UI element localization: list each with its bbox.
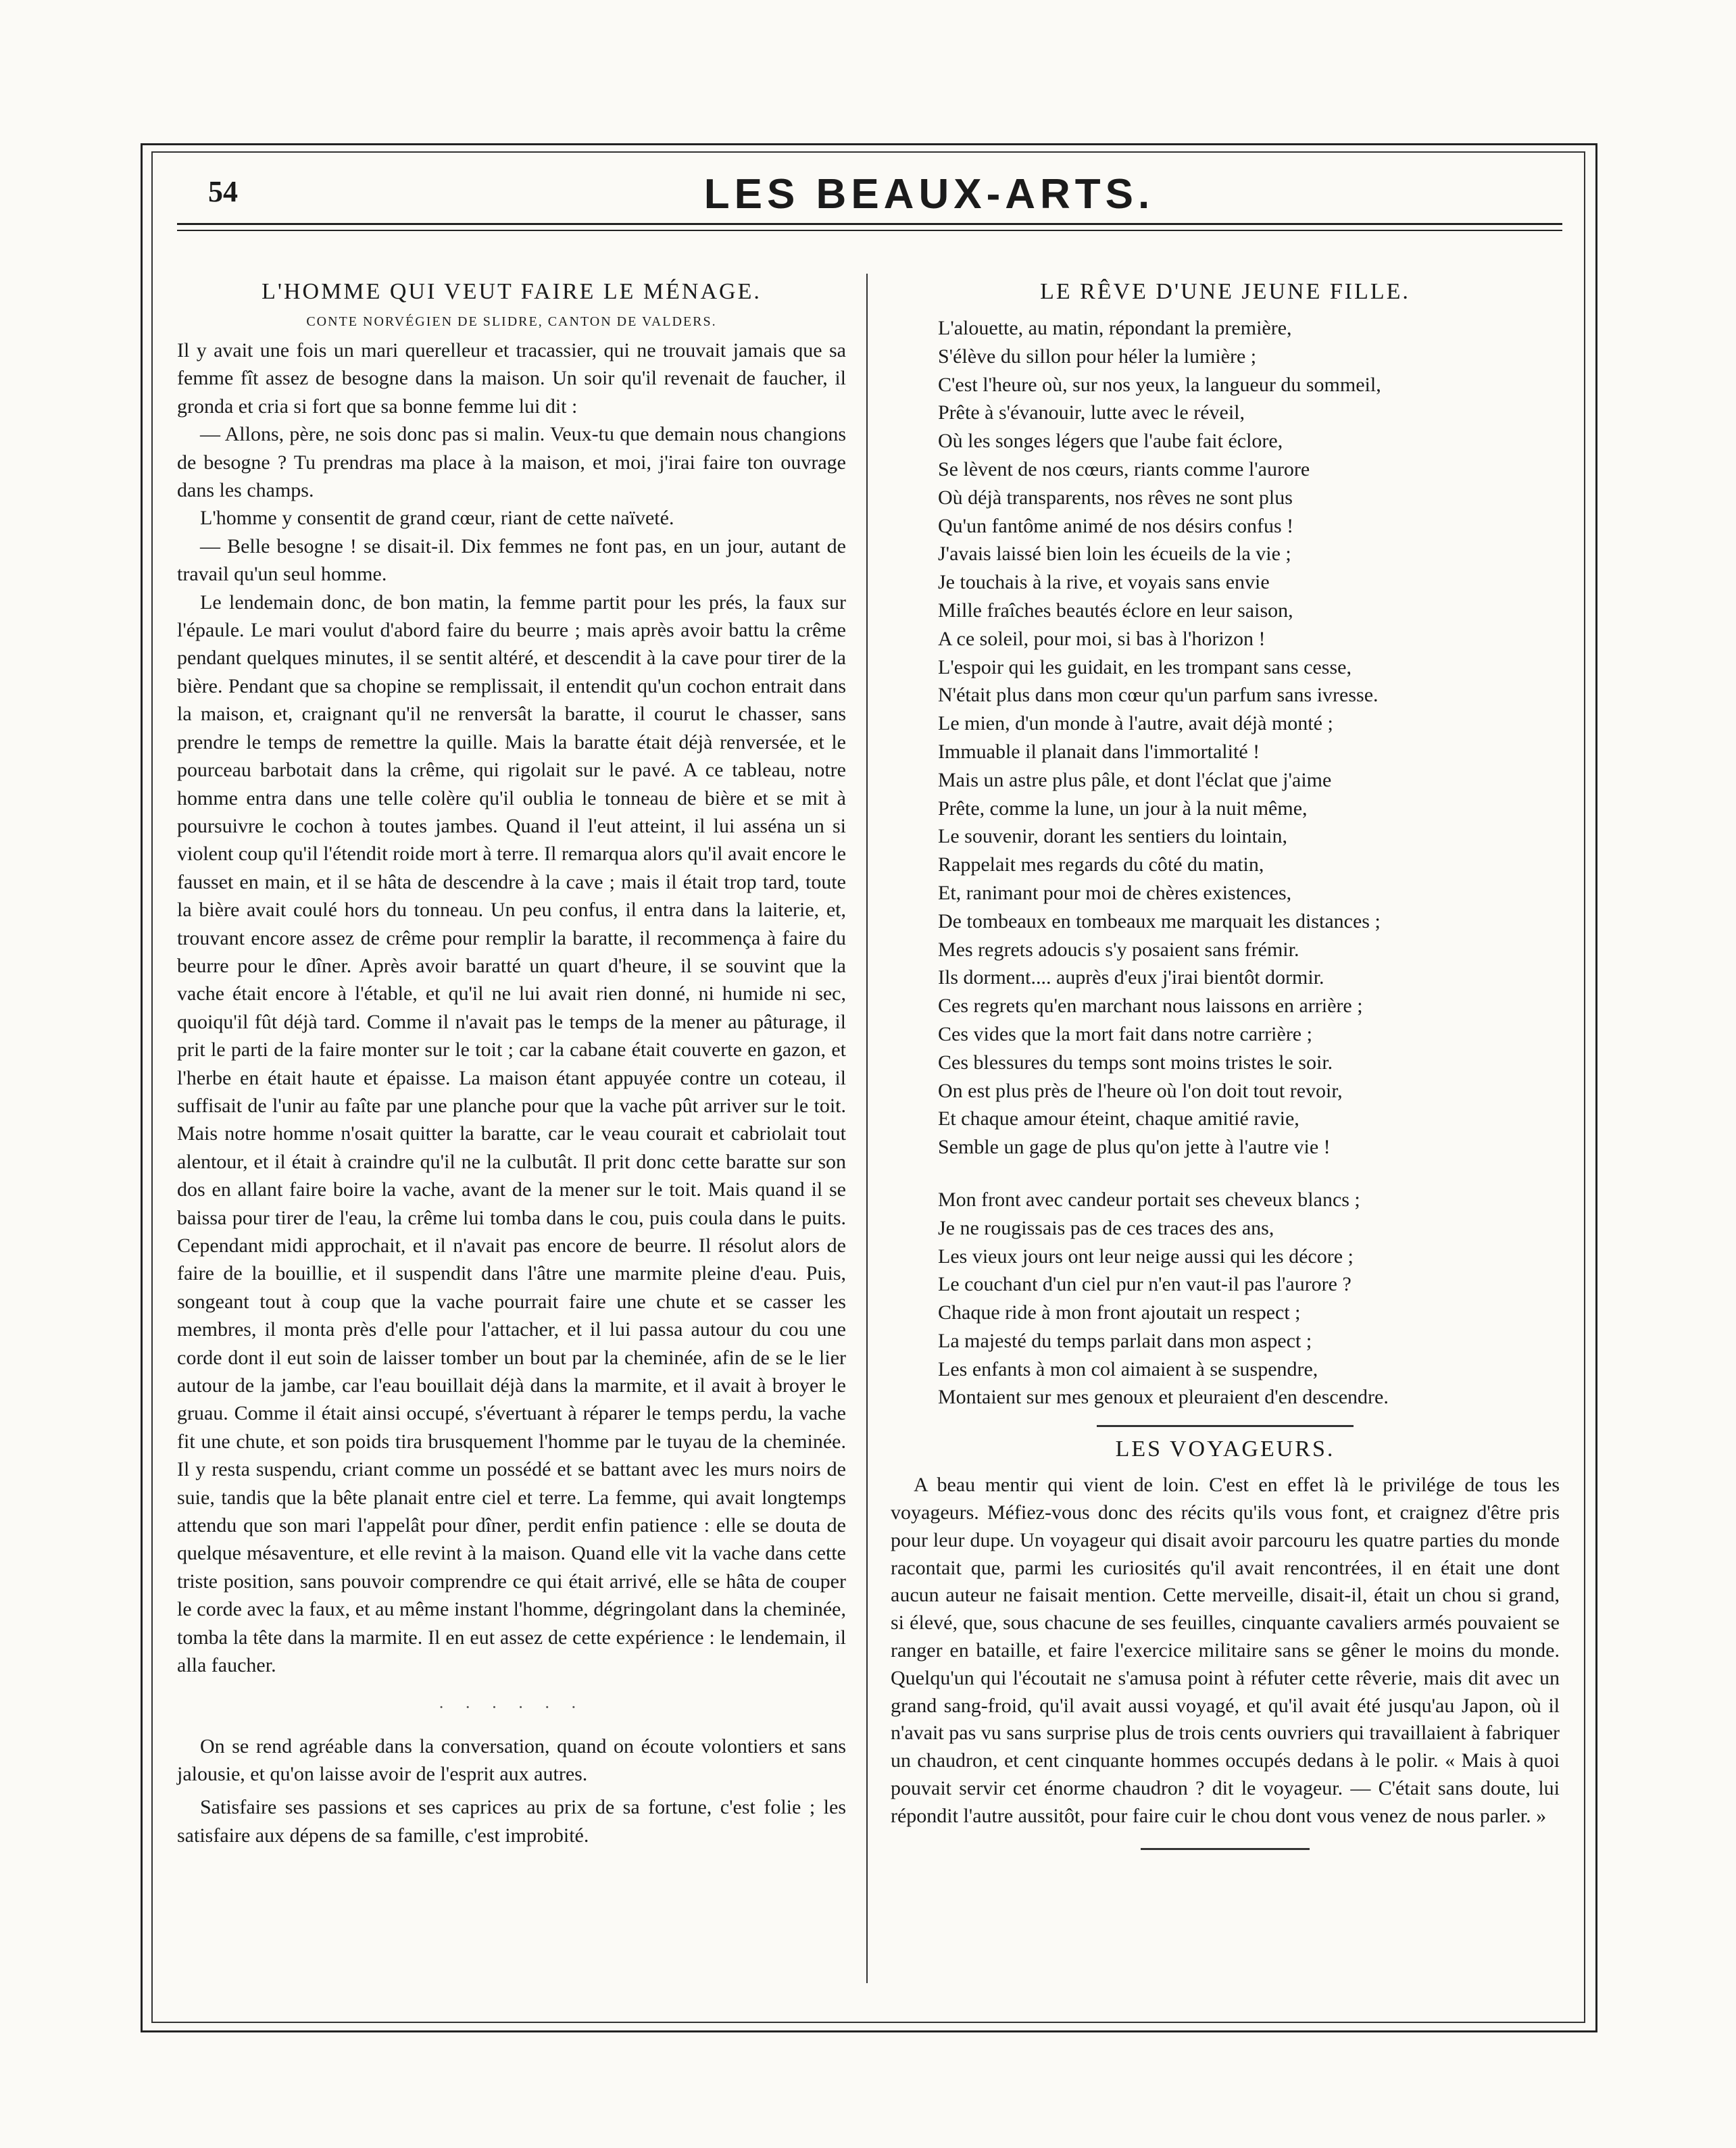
poem-verse: Prête à s'évanouir, lutte avec le réveil, xyxy=(938,401,1245,424)
poem-verse: Ces vides que la mort fait dans notre carrière ; xyxy=(938,1022,1312,1045)
poem-verse: L'alouette, au matin, répondant la première, xyxy=(938,317,1292,339)
poem-verse: Le mien, d'un monde à l'autre, avait déjà monté ; xyxy=(938,712,1333,735)
paragraph: Il y avait une fois un mari querelleur et tracassier, qui ne trouvait jamais que sa femme fît assez de besogne dans la maison. Un soir qu'il revenait de faucher, il gronda et cria si fort que sa bonne femme lui dit : xyxy=(177,339,846,418)
poem-verse: Mon front avec candeur portait ses cheveux blancs ; xyxy=(938,1188,1360,1211)
poem xyxy=(891,314,1560,1412)
poem-verse: De tombeaux en tombeaux me marquait les distances ; xyxy=(938,909,1381,932)
poem-verse: Les enfants à mon col aimaient à se suspendre, xyxy=(938,1357,1318,1380)
poem-verse: Je touchais à la rive, et voyais sans envie xyxy=(938,571,1270,594)
poem-verse: Je ne rougissais pas de ces traces des ans, xyxy=(938,1216,1274,1239)
poem-verse: J'avais laissé bien loin les écueils de la vie ; xyxy=(938,543,1291,566)
poem-verse: Montaient sur mes genoux et pleuraient d'en descendre. xyxy=(938,1386,1389,1409)
poem-verse: Qu'un fantôme animé de nos désirs confus ! xyxy=(938,514,1294,537)
poem-verse: Le couchant d'un ciel pur n'en vaut-il pas l'aurore ? xyxy=(938,1273,1351,1296)
poem-verse: A ce soleil, pour moi, si bas à l'horizon ! xyxy=(938,627,1266,650)
paragraph: L'homme y consentit de grand cœur, riant de cette naïveté. xyxy=(200,507,674,530)
right-column xyxy=(891,274,1560,1859)
poem-verse: Et, ranimant pour moi de chères existences, xyxy=(938,881,1292,904)
poem-verse: Où déjà transparents, nos rêves ne sont plus xyxy=(938,486,1293,509)
poem-verse: Les vieux jours ont leur neige aussi qui les décore ; xyxy=(938,1245,1354,1268)
poem-verse: Et chaque amour éteint, chaque amitié ravie, xyxy=(938,1107,1299,1130)
paragraph: — Allons, père, ne sois donc pas si malin. Veux-tu que demain nous changions de besogne ? Tu prendras ma place à la maison, et moi, j'irai faire ton ouvrage dans les champs. xyxy=(177,423,846,502)
poem-verse: S'élève du sillon pour héler la lumière ; xyxy=(938,345,1257,368)
poem-verse: Mais un astre plus pâle, et dont l'éclat que j'aime xyxy=(938,768,1332,791)
stanza-gap xyxy=(938,1162,1560,1186)
poem-verse: Ces regrets qu'en marchant nous laissons en arrière ; xyxy=(938,995,1363,1018)
poem-verse: Le souvenir, dorant les sentiers du lointain, xyxy=(938,825,1288,848)
paragraph: — Belle besogne ! se disait-il. Dix femmes ne font pas, en un jour, autant de travail qu'un seul homme. xyxy=(177,534,846,586)
poem-verse: Ces blessures du temps sont moins tristes le soir. xyxy=(938,1051,1333,1074)
poem-verse: Immuable il planait dans l'immortalité ! xyxy=(938,740,1260,763)
separator-ornament: · · · · · · xyxy=(438,1697,585,1717)
column-divider xyxy=(866,274,868,1983)
masthead-title: LES BEAUX-ARTS. xyxy=(703,171,1155,218)
poem-verse: L'espoir qui les guidait, en les trompant sans cesse, xyxy=(938,655,1351,678)
masthead-rule-top xyxy=(177,223,1562,225)
paragraph: A beau mentir qui vient de loin. C'est en effet là le privilége de tous les voyageurs. Méfiez-vous donc des récits qu'ils vous font, et craignez d'être pris pour leur dupe. Un voyageur qui disait avoir parcouru les quatre parties du monde racontait que, parmi les curiosités qu'il avait rencontrées, il en était une dont aucun auteur ne faisait mention. Cette merveille, disait-il, était un chou si grand, si élevé, que, sous chacune de ses feuilles, cinquante cavaliers armés pouvaient se ranger en bataille, et faire l'exercice militaire sans se gêner le moins du monde. Quelqu'un qui l'écoutait ne s'amusa point à réfuter cette rêverie, mais dit avec un grand sang-froid, qu'il avait aussi voyagé, et qu'il avait été jusqu'au Japon, où il n'avait pas vu sans surprise plus de trois cents ouvriers qui travaillaient à fabriquer un chaudron, et cent cinquante hommes occupés dedans à le polir. « Mais à quoi pouvait servir cet énorme chaudron ? dit le voyageur. — C'était sans doute, lui répondit l'autre aussitôt, pour faire cuir le chou dont vous venez de nous parler. » xyxy=(891,1474,1560,1827)
article-title: LES VOYAGEURS. xyxy=(1115,1437,1335,1462)
poem-verse: La majesté du temps parlait dans mon aspect ; xyxy=(938,1329,1312,1352)
poem-verse: Où les songes légers que l'aube fait éclore, xyxy=(938,430,1283,453)
maxim: On se rend agréable dans la conversation, quand on écoute volontiers et sans jalousie, et qu'on laisse avoir de l'esprit aux autres. xyxy=(177,1734,846,1785)
poem-stanza xyxy=(938,1186,1560,1412)
left-column xyxy=(177,274,846,1849)
maxim: Satisfaire ses passions et ses caprices au prix de sa fortune, c'est folie ; les satisfaire aux dépens de sa famille, c'est improbité. xyxy=(177,1796,846,1847)
article-title: L'HOMME QUI VEUT FAIRE LE MÉNAGE. xyxy=(262,279,762,304)
poem-verse: Semble un gage de plus qu'on jette à l'autre vie ! xyxy=(938,1136,1331,1159)
article-subtitle: CONTE NORVÉGIEN DE SLIDRE, CANTON DE VALDERS. xyxy=(306,314,717,329)
poem-verse: Prête, comme la lune, un jour à la nuit même, xyxy=(938,797,1308,820)
poem-title: LE RÊVE D'UNE JEUNE FILLE. xyxy=(1040,279,1410,304)
paragraph: Le lendemain donc, de bon matin, la femme partit pour les prés, la faux sur l'épaule. Le mari voulut d'abord faire du beurre ; mais après avoir battu la crême pendant quelques minutes, il se sentit altéré, et descendit à la cave pour tirer de la bière. Pendant que sa chopine se remplissait, il entendit qu'un cochon entrait dans la maison, et, craignant qu'il ne renversât la baratte, il courut le chasser, sans prendre le temps de remettre la quille. Mais la baratte était déjà renversée, et le pourceau barbotait dans la crême, qui rigolait sur le pavé. A ce tableau, notre homme entra dans une telle colère qu'il oublia le tonneau de bière et se mit à poursuivre le cochon à toutes jambes. Quand il l'eut atteint, il lui asséna un si violent coup qu'il l'étendit roide mort à terre. Il remarqua alors qu'il avait encore le fausset en main, et il se hâta de descendre à la cave ; mais il était trop tard, toute la bière avait coulé hors du tonneau. Un peu confus, il entra dans la laiterie, et, trouvant encore assez de crême pour remplir la baratte, il recommença à faire du beurre pour le dîner. Après avoir baratté un quart d'heure, il se souvint que la vache était encore à l'étable, et qu'il ne lui avait rien donné, ni humide ni sec, quoiqu'il fût déjà tard. Comme il n'avait pas le temps de la mener au pâturage, il prit le parti de la faire monter sur le toit ; car la cabane était couverte en gazon, et l'herbe en était haute et épaisse. La maison étant appuyée contre un coteau, il suffisait de l'unir au faîte par une planche pour que la vache pût arriver sur le toit. Mais notre homme n'osait quitter la baratte, car le veau courait et cabriolait tout alentour, et il était à craindre qu'il ne la culbutât. Il prit donc cette baratte sur son dos en allant faire boire la vache, avant de la mener sur le toit. Mais quand il se baissa pour tirer de l'eau, la crême lui tomba dans le cou, puis coula dans le puits. Cependant midi approchait, et il n'avait pas encore de beurre. Il résolut alors de faire de la bouillie, et il suspendit dans l'âtre une marmite pleine d'eau. Puis, songeant tout à coup que la vache pourrait faire une chute et se casser les membres, il monta près d'elle pour l'attacher, et il lui passa autour du cou une corde dont il eut soin de laisser tomber un bout par la cheminée, afin de se le lier autour de la jambe, car l'eau bouillait déjà dans la marmite, et il avait à broyer le gruau. Comme il était ainsi occupé, s'évertuant à réparer le temps perdu, la vache fit une chute, et son poids tira brusquement l'homme par le tuyau de la cheminée. Il y resta suspendu, criant comme un possédé et se battant avec les murs noirs de suie, tandis que la bête planait entre ciel et terre. La femme, qui avait longtemps attendu que son mari l'appelât pour dîner, perdit enfin patience : elle se douta de quelque mésaventure, et elle revint à la maison. Quand elle vit la vache dans cette triste position, sans pouvoir comprendre ce qui était arrivé, elle se hâta de couper le corde avec la faux, et au même instant l'homme, dégringolant dans la cheminée, tomba la tête dans la marmite. Il en eut assez de cette expérience : le lendemain, il alla faucher. xyxy=(177,591,847,1677)
ornament-rule xyxy=(1141,1848,1310,1850)
poem-verse: Mes regrets adoucis s'y posaient sans frémir. xyxy=(938,938,1299,961)
poem-stanza xyxy=(938,314,1560,1162)
poem-verse: Mille fraîches beautés éclore en leur saison, xyxy=(938,599,1293,622)
ornament-rule xyxy=(1097,1425,1354,1427)
poem-verse: N'était plus dans mon cœur qu'un parfum sans ivresse. xyxy=(938,684,1379,707)
poem-verse: On est plus près de l'heure où l'on doit tout revoir, xyxy=(938,1079,1343,1102)
poem-verse: Se lèvent de nos cœurs, riants comme l'aurore xyxy=(938,457,1310,480)
page-number: 54 xyxy=(208,175,238,208)
masthead-rule-bottom xyxy=(177,230,1562,231)
poem-verse: Ils dorment.... auprès d'eux j'irai bientôt dormir. xyxy=(938,966,1324,989)
poem-verse: Chaque ride à mon front ajoutait un respect ; xyxy=(938,1301,1301,1324)
poem-verse: Rappelait mes regards du côté du matin, xyxy=(938,853,1264,876)
poem-verse: C'est l'heure où, sur nos yeux, la langueur du sommeil, xyxy=(938,373,1381,396)
